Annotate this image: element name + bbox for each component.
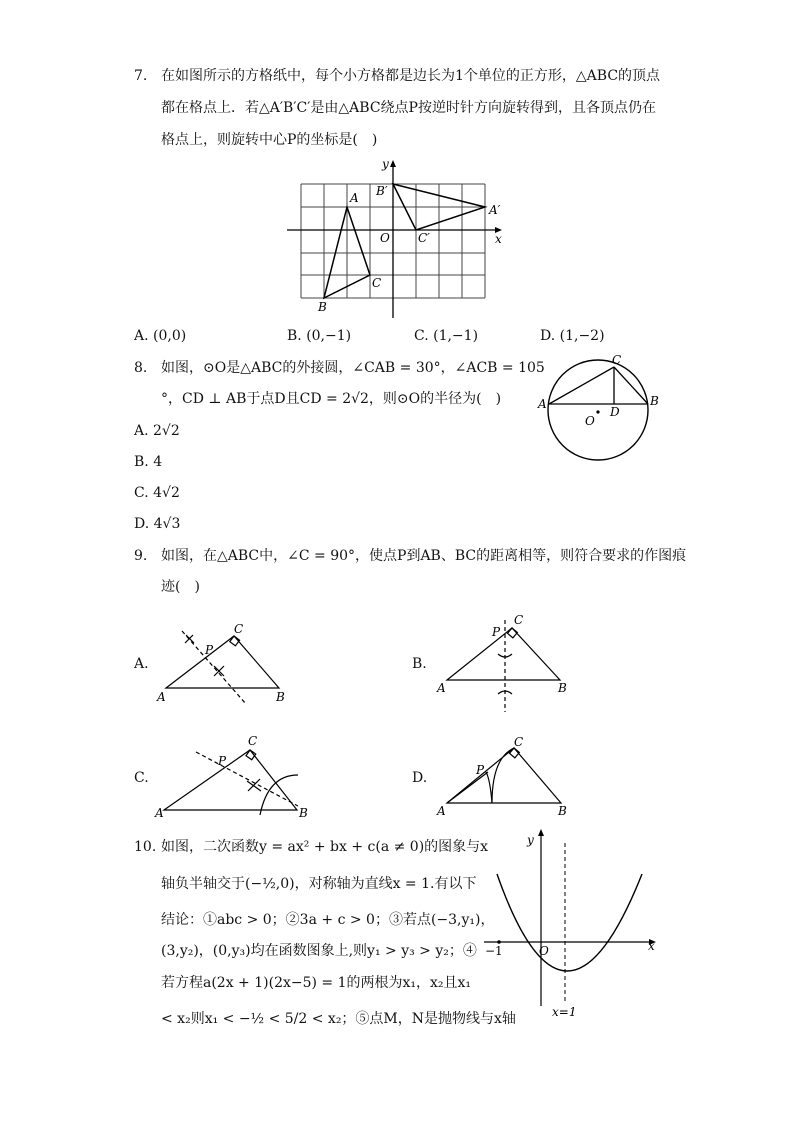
q8-number: 8. <box>134 360 148 376</box>
q8-line-2: °，CD ⊥ AB于点D且CD = 2√2，则⊙O的半径为( ) <box>161 391 502 407</box>
q9a-label-P: P <box>205 643 214 657</box>
q8-label-C: C <box>612 353 622 367</box>
q7-option-b: B. (0,−1) <box>287 328 352 344</box>
q10-label-y: y <box>527 833 534 847</box>
q8-label-A: A <box>538 397 547 411</box>
q7-option-c: C. (1,−1) <box>414 328 479 344</box>
q8-label-O: O <box>585 414 595 428</box>
q8-option-a: A. 2√2 <box>134 423 180 439</box>
q10-line-2: 轴负半轴交于(−½,0)，对称轴为直线x = 1.有以下 <box>161 876 477 892</box>
q8-option-c: C. 4√2 <box>134 485 180 501</box>
q7-label-B: B <box>318 300 327 314</box>
q9-number: 9. <box>134 548 148 564</box>
q7-label-y: y <box>382 157 389 171</box>
q7-label-A1: A′ <box>489 203 501 217</box>
q7-label-x: x <box>495 232 502 246</box>
q9a-label-A: A <box>157 690 166 704</box>
q7-number: 7. <box>134 68 148 84</box>
q10-label-axis: x=1 <box>552 1005 577 1019</box>
q8-line-1: 如图，⊙O是△ABC的外接圆，∠CAB = 30°，∠ACB = 105 <box>161 360 545 376</box>
q10-line-1: 如图，二次函数y = ax² + bx + c(a ≠ 0)的图象与x <box>161 839 489 855</box>
q9b-label-A: A <box>437 681 446 695</box>
q10-line-3: 结论：①abc > 0；②3a + c > 0；③若点(−3,y₁)， <box>161 912 495 928</box>
q9a-label-B: B <box>276 690 285 704</box>
q8-option-d: D. 4√3 <box>134 516 181 532</box>
q7-option-a: A. (0,0) <box>134 328 187 344</box>
q7-label-B1: B′ <box>376 184 388 198</box>
q9c-label-C: C <box>248 734 258 748</box>
q9-line-1: 如图，在△ABC中，∠C = 90°，使点P到AB、BC的距离相等，则符合要求的作图痕 <box>161 548 687 564</box>
q9-line-2: 迹( ) <box>161 579 200 595</box>
q7-option-d: D. (1,−2) <box>540 328 605 344</box>
q10-label-x: x <box>648 939 655 953</box>
q8-label-D: D <box>610 405 620 419</box>
q9b-label-C: C <box>514 613 524 627</box>
q9d-label-C: C <box>514 735 524 749</box>
q10-line-5: 若方程a(2x + 1)(2x−5) = 1的两根为x₁，x₂且x₁ <box>161 975 472 991</box>
q9b-label-B: B <box>558 681 567 695</box>
q7-label-C1: C′ <box>418 231 430 245</box>
q7-line-3: 格点上，则旋转中心P的坐标是( ) <box>161 132 378 148</box>
q9-option-b: B. <box>412 656 427 672</box>
q9d-label-A: A <box>437 804 446 818</box>
q10-label-neg1: −1 <box>485 944 503 958</box>
q7-line-2: 都在格点上．若△A′B′C′是由△ABC绕点P按逆时针方向旋转得到，且各顶点仍在 <box>161 100 656 116</box>
q7-label-A: A <box>350 191 359 205</box>
q9b-label-P: P <box>492 625 501 639</box>
q9d-label-B: B <box>558 804 567 818</box>
q9c-label-P: P <box>218 754 227 768</box>
q10-line-4: (3,y₂)，(0,y₃)均在函数图象上,则y₁ > y₃ > y₂；④ <box>161 943 477 959</box>
q9-option-d: D. <box>412 770 428 786</box>
q10-number: 10. <box>134 839 157 855</box>
q9c-label-B: B <box>299 806 308 820</box>
q7-label-C: C <box>372 276 382 290</box>
q7-line-1: 在如图所示的方格纸中，每个小方格都是边长为1个单位的正方形，△ABC的顶点 <box>161 68 661 84</box>
q9a-label-C: C <box>234 622 244 636</box>
q9c-label-A: A <box>155 806 164 820</box>
q10-label-O: O <box>539 944 549 958</box>
q10-line-6: < x₂则x₁ < −½ < 5/2 < x₂；⑤点M，N是抛物线与x轴 <box>161 1011 516 1027</box>
q9d-label-P: P <box>476 763 485 777</box>
q9-option-a: A. <box>134 656 149 672</box>
q9-option-c: C. <box>134 770 149 786</box>
q7-label-O: O <box>380 231 390 245</box>
q8-option-b: B. 4 <box>134 454 163 470</box>
q8-label-B: B <box>650 394 659 408</box>
